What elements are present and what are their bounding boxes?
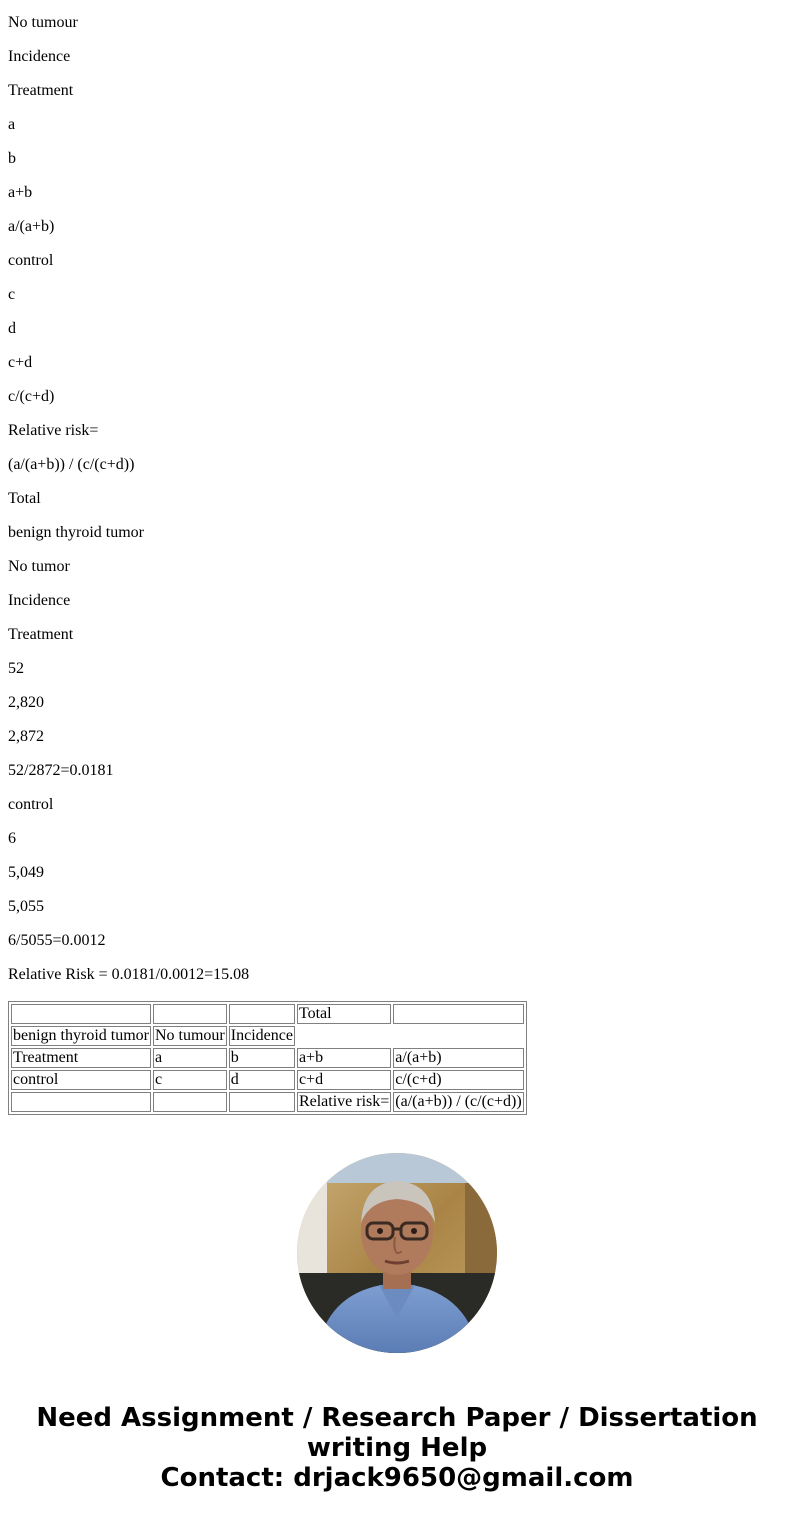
table-cell: control xyxy=(11,1070,151,1090)
promo-contact: Contact: drjack9650@gmail.com xyxy=(160,1463,634,1493)
table-cell-rr-label: Relative risk= xyxy=(298,1093,390,1110)
table-row xyxy=(11,1048,524,1068)
text-line: c+d xyxy=(8,354,33,371)
text-line: 5,055 xyxy=(8,898,44,915)
text-line: 6 xyxy=(8,830,16,847)
promo-banner xyxy=(0,1403,794,1493)
text-line: control xyxy=(8,796,54,813)
text-line: Relative Risk = 0.0181/0.0012=15.08 xyxy=(8,966,250,983)
text-line: c xyxy=(8,286,16,303)
table-cell-empty xyxy=(229,1004,295,1024)
table-row xyxy=(11,1026,524,1046)
table-cell: a/(a+b) xyxy=(393,1048,523,1068)
table-cell: c+d xyxy=(297,1070,391,1090)
text-line: 52/2872=0.0181 xyxy=(8,762,114,779)
table-cell: Incidence xyxy=(230,1027,293,1044)
text-line: a+b xyxy=(8,184,33,201)
table-row xyxy=(11,1092,524,1112)
text-line: 6/5055=0.0012 xyxy=(8,932,106,949)
table-cell-empty xyxy=(153,1004,227,1024)
table-cell-total: Total xyxy=(297,1004,391,1024)
text-line: Treatment xyxy=(8,82,74,99)
text-line: 52 xyxy=(8,660,24,677)
table-cell: d xyxy=(229,1070,295,1090)
table-cell-empty xyxy=(11,1092,151,1112)
text-line: 2,872 xyxy=(8,728,44,745)
promo-line: Need Assignment / Research Paper / Dissertation xyxy=(36,1403,758,1433)
text-line: Treatment xyxy=(8,626,74,643)
text-line: (a/(a+b)) / (c/(c+d)) xyxy=(8,456,135,473)
table-cell-rr-formula: (a/(a+b)) / (c/(c+d)) xyxy=(395,1093,522,1110)
table-cell: c xyxy=(153,1070,227,1090)
relative-risk-table xyxy=(8,1001,527,1115)
table-cell-missing xyxy=(393,1026,523,1046)
text-line: No tumour xyxy=(8,14,78,31)
text-lines xyxy=(8,14,249,1000)
table-row xyxy=(11,1070,524,1090)
text-line: a/(a+b) xyxy=(8,218,55,235)
text-line: No tumor xyxy=(8,558,70,575)
text-line: benign thyroid tumor xyxy=(8,524,144,541)
author-photo-icon xyxy=(297,1153,497,1353)
table-cell-empty xyxy=(229,1092,295,1112)
table-cell: a+b xyxy=(297,1048,391,1068)
text-line: 5,049 xyxy=(8,864,44,881)
table-cell: b xyxy=(229,1048,295,1068)
table-cell: a xyxy=(153,1048,227,1068)
text-line: Relative risk= xyxy=(8,422,99,439)
table-cell-empty xyxy=(153,1092,227,1112)
text-line: d xyxy=(8,320,16,337)
table-cell-empty xyxy=(393,1004,523,1024)
table-cell: Treatment xyxy=(11,1048,151,1068)
table-cell: c/(c+d) xyxy=(393,1070,523,1090)
table-cell-missing xyxy=(297,1026,391,1046)
text-line: a xyxy=(8,116,16,133)
text-line: b xyxy=(8,150,16,167)
text-line: control xyxy=(8,252,54,269)
promo-line: writing Help xyxy=(306,1433,488,1463)
table-cell: No tumour xyxy=(154,1027,225,1044)
table-cell-empty xyxy=(11,1004,151,1024)
text-line: Incidence xyxy=(8,592,71,609)
text-line: 2,820 xyxy=(8,694,44,711)
table-row xyxy=(11,1004,524,1024)
text-line: c/(c+d) xyxy=(8,388,55,405)
text-line: Incidence xyxy=(8,48,71,65)
table-cell: benign thyroid tumor xyxy=(13,1027,149,1044)
text-line: Total xyxy=(8,490,41,507)
